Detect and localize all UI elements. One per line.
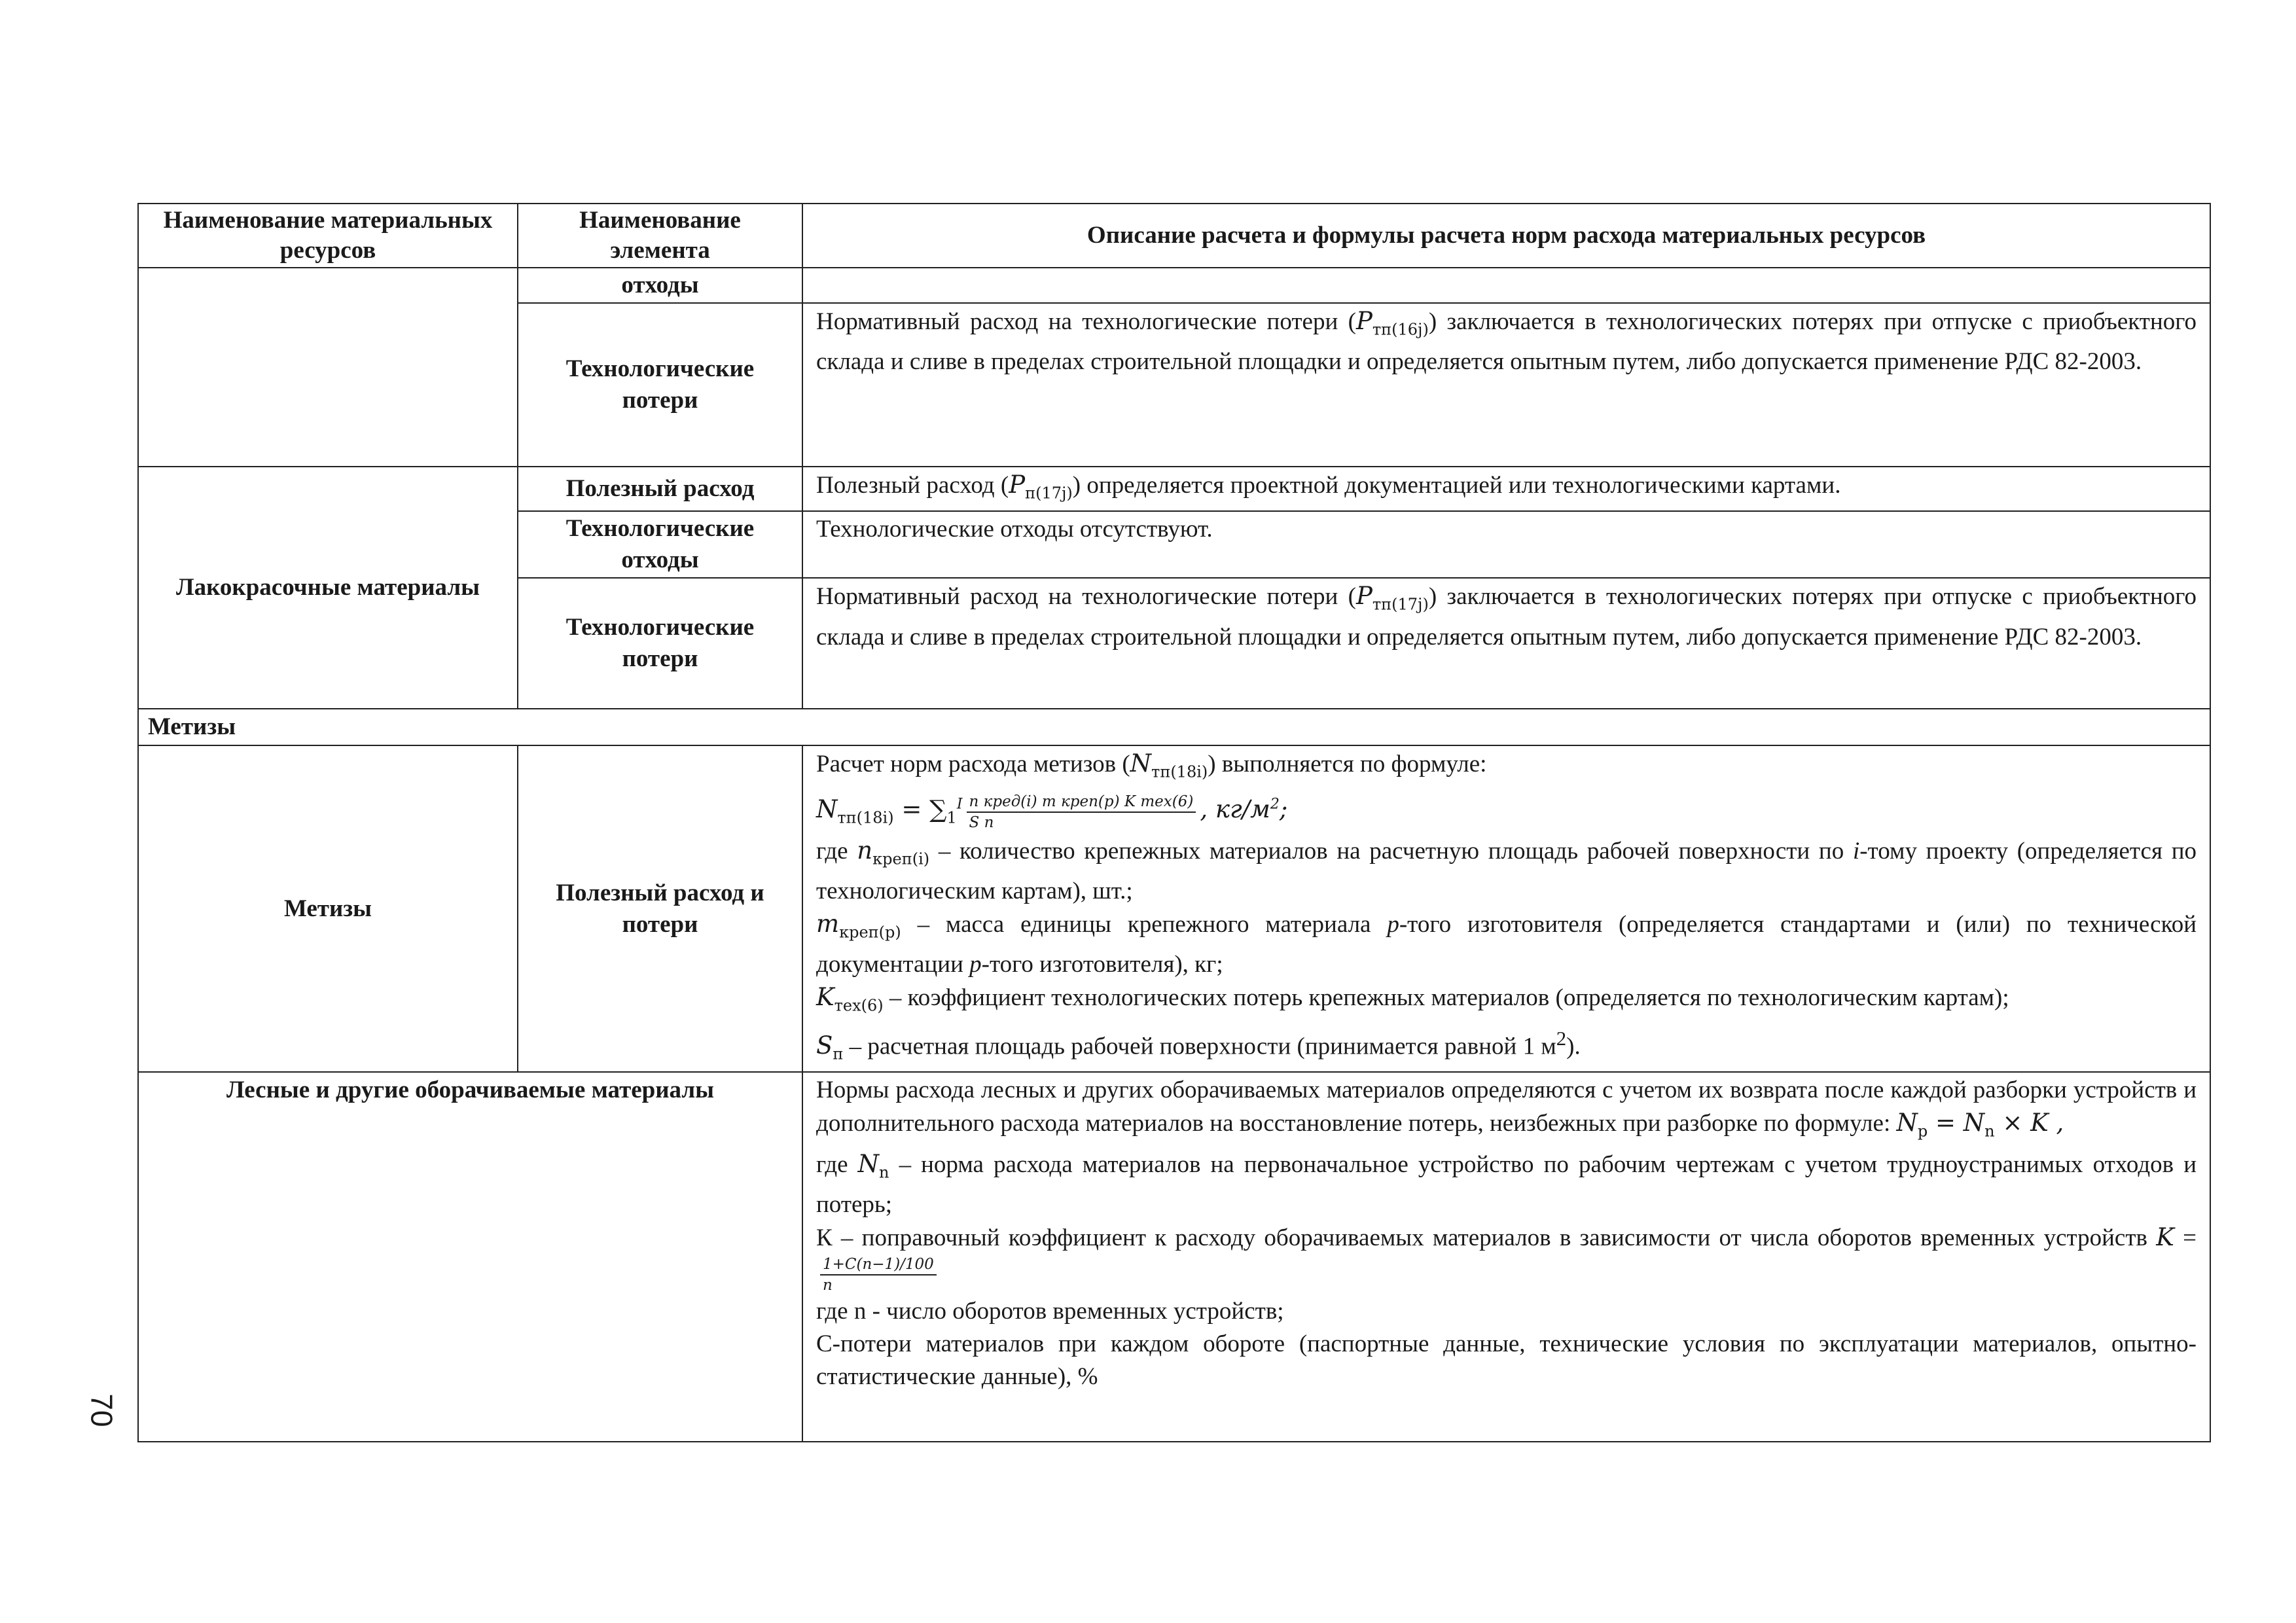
resource-cell-paint: Лакокрасочные материалы [138,467,518,709]
element-cell: Технологические отходы [518,511,802,578]
element-cell: Технологические потери [518,303,802,467]
page-number: 70 [84,1393,119,1427]
description-cell: Нормы расхода лесных и других оборачиваемых материалов определяются с учетом их возврата после каждой разборки устройств и дополнительного расхода материалов на восстановление потерь, неизбежных при разборке по формуле: $N_p = N_n \times K$ , где $N_n$ – норма расхода материалов на первоначальное устройство по рабочим чертежам с учетом трудноустранимых отходов и потерь; К – поправочный коэффициент к расходу оборачиваемых материалов в зависимости от числа оборотов временных устройств K = $\frac{1+C(n-1)/100}{n}$ где n - число оборотов временных устройств; С-потери материалов при каждом обороте (паспортные данные, технические условия по эксплуатации материалов, опытно-статистические данные), % [802,1072,2210,1442]
section-title: Метизы [138,709,2210,745]
header-element: Наименование элемента [518,204,802,268]
header-resource: Наименование материальных ресурсов [138,204,518,268]
description-cell: Полезный расход $(P_{п(17j)})$ определяется проектной документацией или технологическими картами. [802,467,2210,511]
formula-k: $\frac{1+C(n-1)/100}{n}$ [820,1255,937,1295]
description-cell: Нормативный расход на технологические потери $(P_{тп(17j)})$ заключается в технологических потерях при отпуске с приобъектного склада и сливе в пределах строительной площадки и определяется опытным путем, либо допускается применение РДС 82-2003. [802,578,2210,709]
table-row [138,1072,2210,1442]
description-cell: Нормативный расход на технологические потери $(P_{тп(16j)})$ заключается в технологических потерях при отпуске с приобъектного склада и сливе в пределах строительной площадки и определяется опытным путем, либо допускается применение РДС 82-2003. [802,303,2210,467]
resource-cell-metizy: Метизы [138,745,518,1072]
norms-table [137,203,2211,1442]
table-row [138,467,2210,511]
resource-cell-forest: Лесные и другие оборачиваемые материалы [138,1072,802,1442]
section-row [138,709,2210,745]
element-cell: Полезный расход [518,467,802,511]
element-cell: Полезный расход и потери [518,745,802,1072]
empty-resource-cell [138,268,518,467]
formula-metizy: $N_{тп(18i)} = \sum_1^I$ $\frac{\text{n кред(i) m креп(p) K тех(6)}}{\text{S п}}$ , $кг/м^2$; [816,793,1288,831]
table-header-row [138,204,2210,268]
description-cell: Технологические отходы отсутствуют. [802,511,2210,578]
description-cell: Расчет норм расхода метизов $(N_{тп(18i)})$ выполняется по формуле: $N_{тп(18i)} = \sum_1^I$ $\frac{\text{n кред(i) m креп(p) K тех(6)}}{\text{S п}}$ , $кг/м^2$; где $n_{креп(i)}$ – количество крепежных материалов на расчетную площадь рабочей поверхности по i-тому проекту (определяется по технологическим картам), шт.; $m_{креп(p)}$ – масса единицы крепежного материала p-того изготовителя (определяется стандартами и (или) по технической документации p-того изготовителя), кг; $K_{тех(6)}$ – коэффициент технологических потерь крепежных материалов (определяется по технологическим картам); $S_п$ – расчетная площадь рабочей поверхности (принимается равной 1 $м^2$). [802,745,2210,1072]
element-cell: отходы [518,268,802,303]
description-cell [802,268,2210,303]
table-row [138,268,2210,303]
table-row [138,745,2210,1072]
header-description: Описание расчета и формулы расчета норм расхода материальных ресурсов [802,204,2210,268]
element-cell: Технологические потери [518,578,802,709]
